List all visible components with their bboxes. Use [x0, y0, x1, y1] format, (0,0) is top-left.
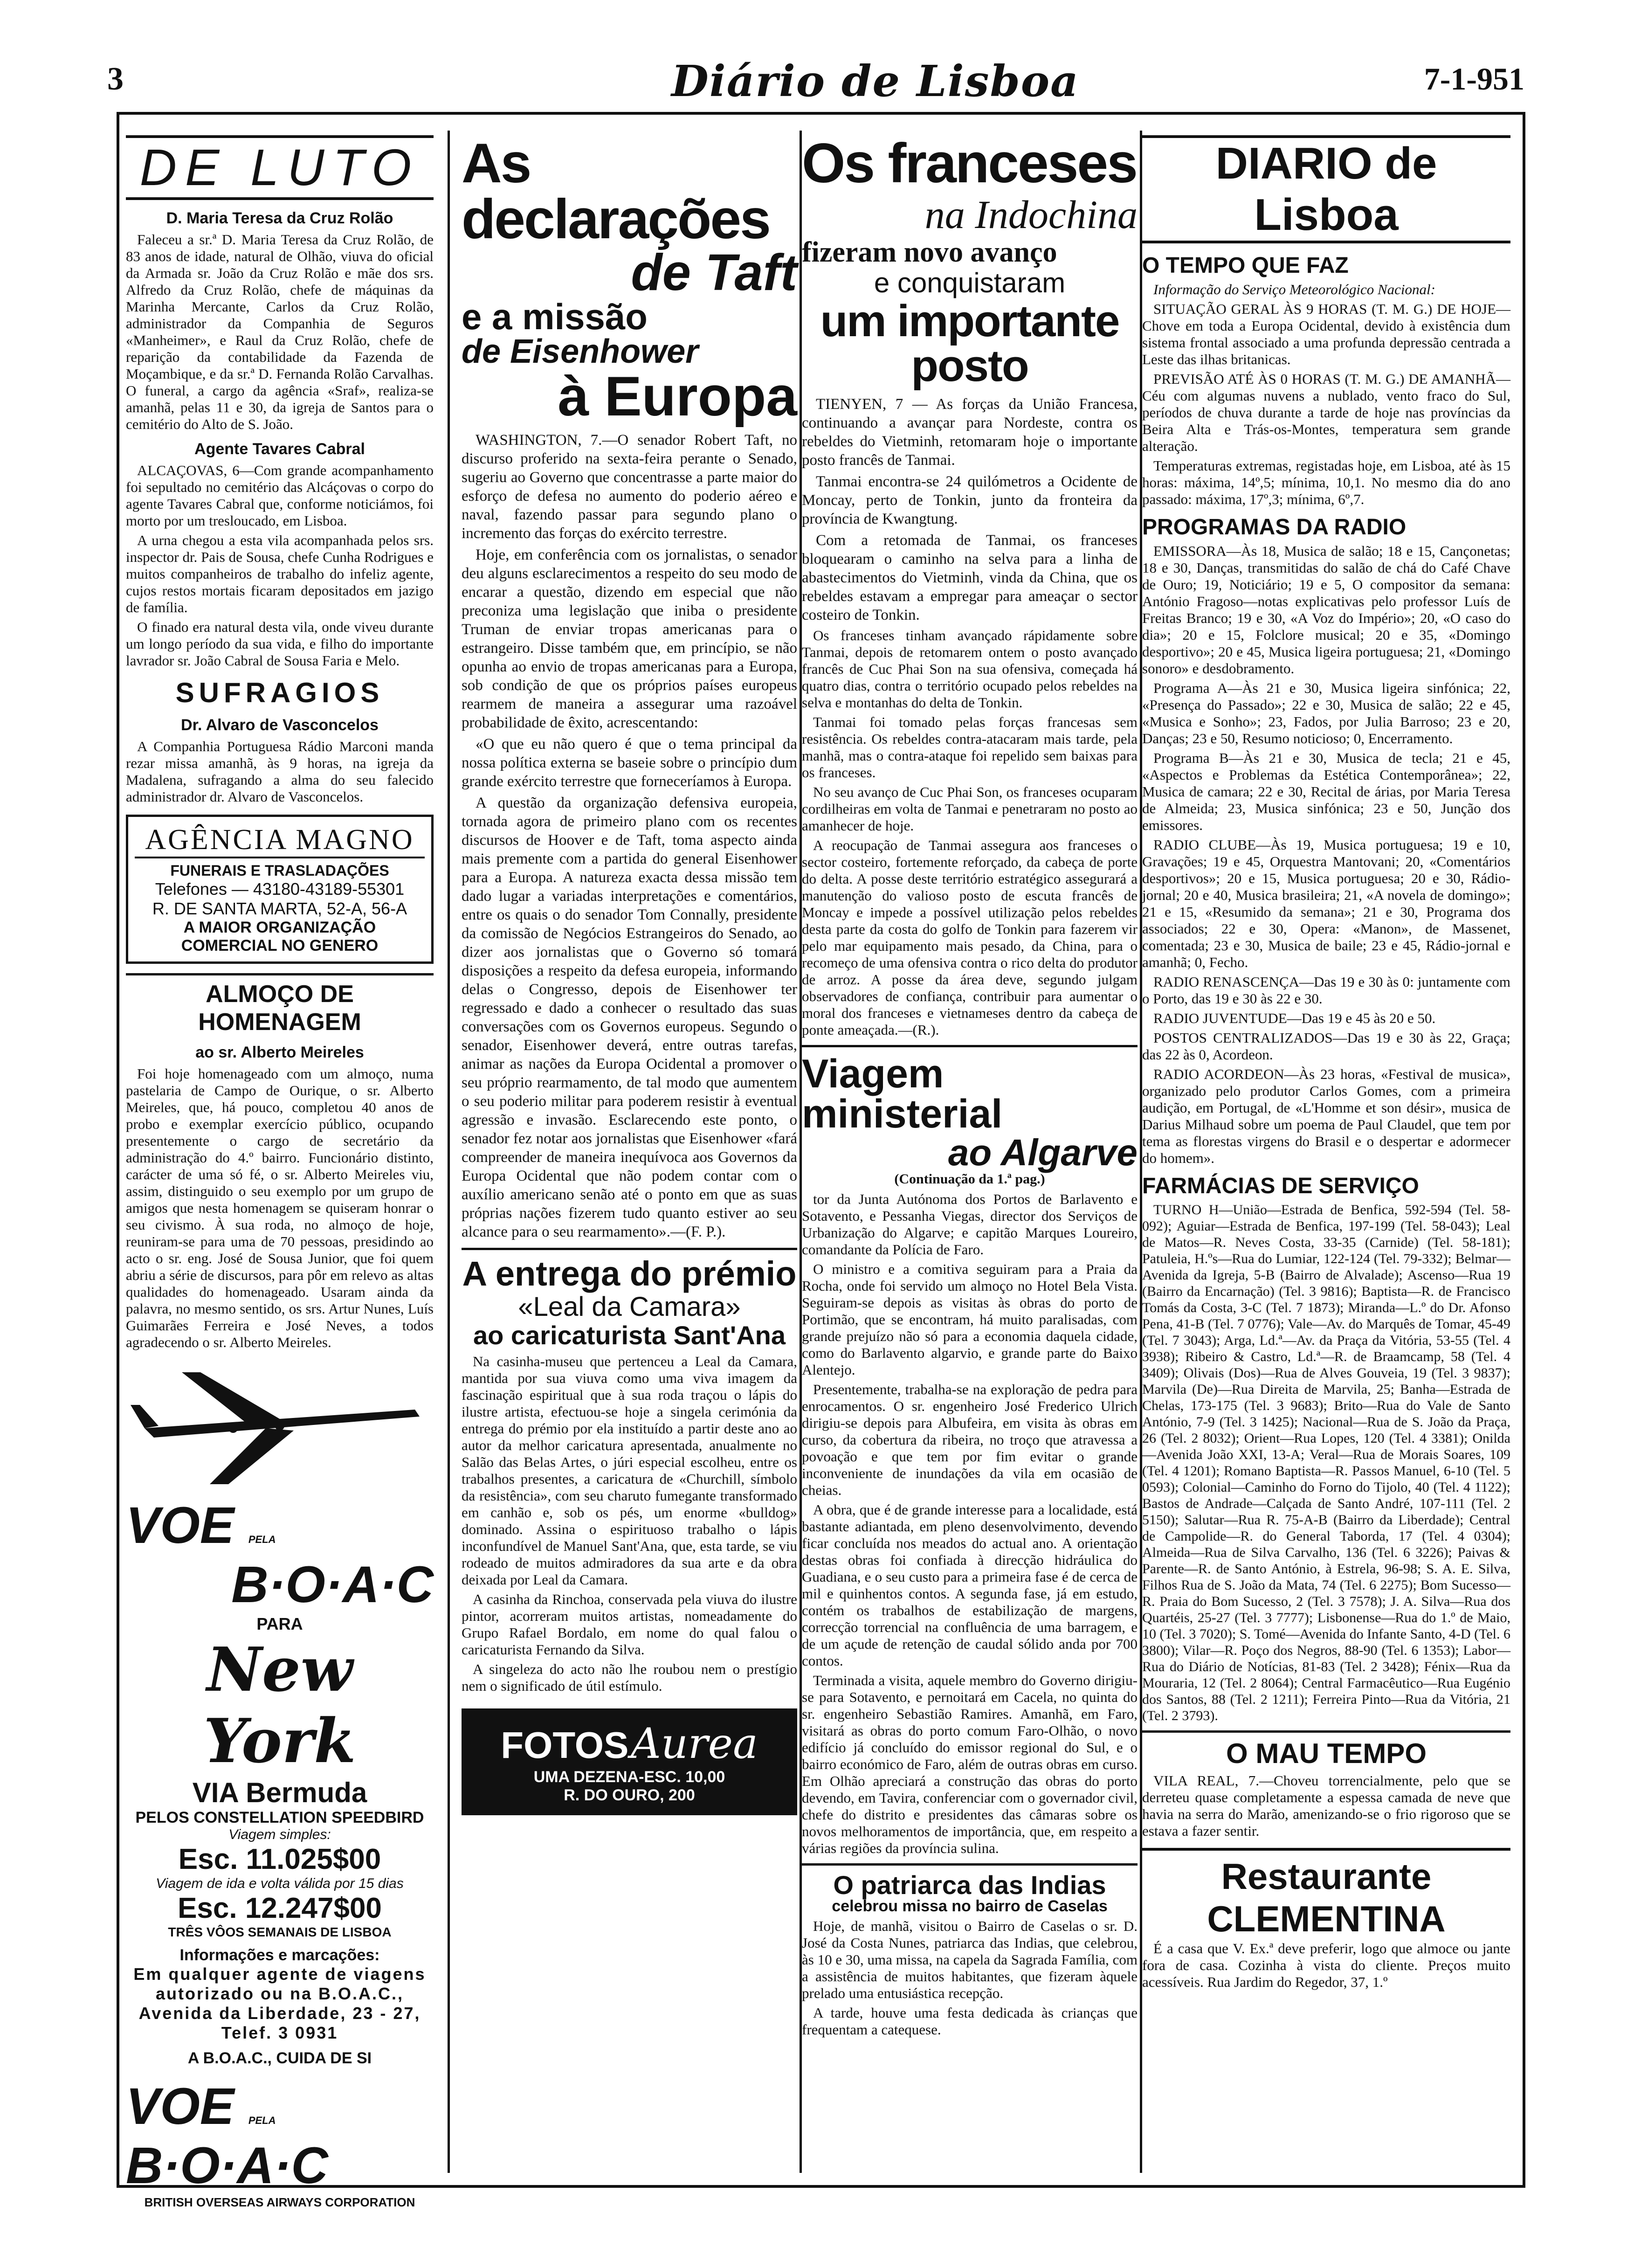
ad-line: FUNERAIS E TRASLADAÇÕES: [170, 862, 389, 879]
viagem-paragraph: O ministro e a comitiva seguiram para a Praia da Rocha, onde foi servido um almoço no Hotel Bela Vista. Seguiram-se depois as visitas às obras do porto de Portimão, que se encontram, há muito paralisadas, com grande prejuízo não só para a economia daquela cidade, como do Barlavento algarvio, e grande parte do Baixo Alentejo.: [802, 1261, 1138, 1378]
boac-pela: PELA: [248, 2115, 276, 2126]
indochina-paragraph: A reocupação de Tanmai assegura aos franceses o sector costeiro, fortemente reforçado, da cabeça de porte do delta. A posse deste território estratégico assegurará a manutenção do valioso posto de escuta francês de Moncay e impede a possível utilização pelos rebeldes desta parte da costa do golfo de Tonkin para fazerem vir pelo mar equipamento mais pesado, da China, para o recomeço de uma ofensiva contra o rico delta do produtor de arroz. A posse da área deve, segundo julgam observadores de confiança, contribuir para aumentar o moral dos franceses e vietnameses dentro da cabeça de ponte ameaçada.—(R.).: [802, 837, 1138, 1038]
boac-pela: PELA: [248, 1534, 276, 1545]
viagem-paragraph: A obra, que é de grande interesse para a localidade, está bastante adiantada, em pleno desenvolvimento, devendo ficar concluída nos meados do actual ano. A orientação destas obras foi confiada à direcção hidráulica do Guadiana, e o seu custo para a primeira fase é de cerca de mil e quinhentos contos. A segunda fase, já em estudo, contém os trabalhos de estabilização de margens, correcção torrencial na confluência de uma barragem, e de um açude de retenção de caudal sólido anda por 700 contos.: [802, 1501, 1138, 1669]
taft-headline: e a missão: [462, 296, 648, 337]
viagem-paragraph: tor da Junta Autónoma dos Portos de Barlavento e Sotavento, e Pessanha Viegas, director dos Serviços de Urbanização do Algarve; e capitão Marques Loureiro, comandante da Polícia de Faro.: [802, 1191, 1138, 1258]
premio-paragraph: A singeleza do acto não lhe roubou nem o prestígio nem o significado de útil estímulo.: [462, 1661, 797, 1694]
weather-paragraph: SITUAÇÃO GERAL ÀS 9 HORAS (T. M. G.) DE HOJE—Chove em toda a Europa Ocidental, devido à existência dum sistema frontal associado a uma profunda depressão centrada a Leste das ilhas britanicas.: [1142, 301, 1510, 367]
indochina-headline: Os franceses: [802, 132, 1137, 194]
premio-headline: A entrega do prémio: [462, 1254, 797, 1293]
column-obituaries-ads: [126, 117, 434, 2209]
fotos-aurea-ad: [462, 1708, 797, 1815]
ad-title: AGÊNCIA MAGNO: [135, 823, 425, 858]
ad-phone: Telefones — 43180-43189-55301: [155, 879, 405, 899]
page-number: 3: [107, 61, 124, 97]
airplane-icon: [126, 1354, 434, 1494]
boac-corporation: BRITISH OVERSEAS AIRWAYS CORPORATION: [144, 2195, 415, 2209]
radio-heading: PROGRAMAS DA RADIO: [1142, 515, 1407, 539]
agencia-magno-ad: [126, 815, 434, 964]
radio-paragraph: Programa A—Às 21 e 30, Musica ligeira sinfónica; 22, «Presença do Passado»; 22 e 30, Musica de salão; 22 e 45, «Musica e Sonho»; 23, Fados, por Julia Barroso; 23 e 20, Danças; 23 e 50, Resumo noticioso; 0, Encerramento.: [1142, 680, 1510, 747]
column-rule: [448, 131, 450, 2173]
radio-paragraph: POSTOS CENTRALIZADOS—Das 19 e 30 às 22, Graça; das 22 às 0, Acordeon.: [1142, 1030, 1510, 1063]
pharmacy-paragraph: TURNO H—União—Estrada de Benfica, 592-594 (Tel. 58-092); Aguiar—Estrada de Benfica, 197-199 (Tel. 58-043); Leal de Matos—R. Neves Costa, 33-35 (Carnide) (Tel. 58-181); Patuleia, H.ºs—Rua do Lumiar, 122-124 (Tel. 79-332); Belmar—Avenida da Igreja, 5-B (Bairro de Alvalade); Ascenso—Rua 19 (Bairro da Encarnação) (Tel. 3 9816); Baptista—R. de Francisco Tomás da Costa, 3-C (Tel. 7 1873); Miranda—L.º do Dr. Afonso Pena, 41-B (Tel. 7 0776); Vale—Av. do Marquês de Tomar, 45-49 (Tel. 7 3043); Arga, Ld.ª—Av. da Praça da Vitória, 53-55 (Tel. 4 3938); Ribeiro & Castro, Ld.ª—R. de Braamcamp, 58 (Tel. 4 3409); Olivais (Dos)—Rua de Alves Gouveia, 19 (Tel. 3 9837); Marvila (De)—Rua Direita de Marvila, 25; Banha—Estrada de Chelas, 173-175 (Tel. 3 9683); Brito—Rua do Vale de Santo António, 7-9 (Tel. 3 1425); Nacional—Rua de S. João da Praça, 26 (Tel. 2 8032); Orient—Rua Lopes, 120 (Tel. 4 3381); Onilda—Avenida João XXI, 13-A; Veral—Rua de Morais Soares, 109 (Tel. 4 1201); Romano Baptista—R. Passos Manuel, 6-10 (Tel. 5 0593); Colonial—Caminho do Forno do Tijolo, 40 (Tel. 4 1122); Bastos de Andrade—Calçada de Santo André, 107-111 (Tel. 2 5150); Salutar—Rua R. 75-A-B (Bairro da Liberdade); Central de Campolide—R. do General Taborda, 17 (Tel. 4 0304); Almeida—Rua de Silva Carvalho, 136 (Tel. 6 3226); Paivas & Parente—R. de Santo António, à Estrela, 96-98; S. A. E. Silva, Filhos Rua de S. João da Mata, 74 (Tel. 6 2275); Bom Sucesso—R. Praia do Bom Sucesso, 2 (Tel. 3 7578); J. A. Silva—Rua dos Quartéis, 25-27 (Tel. 3 7777); Lisbonense—Rua do 1.º de Maio, 10 (Tel. 3 7020); S. Tomé—Avenida do Infante Santo, 4-D (Tel. 6 3800); Vilar—R. Poço dos Negros, 88-90 (Tel. 6 1353); Labor—Rua do Diário de Notícias, 81-83 (Tel. 2 3428); Fénix—Rua da Mouraria, 12 (Tel. 2 8064); Central Farmacêutico—Rua Eugénio dos Santos, 88 (Tel. 2 1211); Ferreira Pinto—Rua da Vitória, 21 (Tel. 2 3793).: [1142, 1202, 1510, 1723]
indochina-paragraph: Tanmai encontra-se 24 quilómetros a Ocidente de Moncay, perto de Tonkin, junto da fronteira da província de Kwangtung.: [802, 473, 1138, 527]
section-rule: [462, 1248, 797, 1250]
obituary-name: Agente Tavares Cabral: [194, 440, 365, 458]
viagem-continuation: (Continuação da 1.ª pag.): [894, 1171, 1045, 1187]
indochina-paragraph: TIENYEN, 7 — As forças da União Francesa, continuando a avançar para Nordeste, contra os rebeldes do Vietminh, retomaram hoje o importante posto francês de Tanmai.: [802, 396, 1138, 469]
ad-line: COMERCIAL NO GENERO: [181, 937, 379, 954]
patriarca-headline: O patriarca das Indias: [833, 1870, 1106, 1900]
boac-voe: VOE: [126, 1497, 234, 1554]
fotos-word: FOTOS: [501, 1724, 629, 1766]
boac-slogan: A B.O.A.C., CUIDA DE SI: [187, 2049, 372, 2067]
boac-fare-label: Viagem simples:: [228, 1827, 331, 1842]
boac-para: PARA: [256, 1614, 303, 1633]
radio-paragraph: RADIO RENASCENÇA—Das 19 e 30 às 0: juntamente com o Porto, das 19 e 30 às 22 e 30.: [1142, 974, 1510, 1007]
restaurant-ad-title: Restaurante CLEMENTINA: [1142, 1848, 1510, 1940]
taft-paragraph: A questão da organização defensiva europeia, tornada agora de primeiro plano com os recentes discursos de Hoover e de Taft, toma aspecto ainda mais premente com a partida do general Eisenhower para a Europa. A natureza exacta dessa missão tem dado lugar a variadas interpretações e comentários, entre os quais o do senador Tom Connally, presidente da comissão de Negócios Estrangeiros do Senado, ao dizer aos jornalistas que o Governo só tomará disposições a respeito da defesa europeia, informando delas o Congresso, depois de Eisenhower ter regressado e dado a conhecer o resultado das suas conversações com os Governos europeus. Segundo o senador, Eisenhower deverá, entre outras tarefas, animar as nações da Europa Ocidental a promover o seu próprio rearmamento, de tal modo que aumentem o seu poderio militar para poderem resistir à eventual agressão e invasão. Esclarecendo este ponto, o senador fez notar aos jornalistas que Eisenhower «fará compreender de maneira inequívoca aos Governos da Europa Ocidental que não podem contar com o auxílio americano senão até o ponto em que as suas próprias nações fizerem tudo quanto estiver ao seu alcance para o seu rearmamento».—(F. P.).: [462, 795, 797, 1240]
boac-fare-label: Viagem de ida e volta válida por 15 dias: [156, 1876, 404, 1891]
viagem-headline: ao Algarve: [948, 1132, 1138, 1173]
boac-destination: New York: [203, 1634, 356, 1777]
pharmacy-heading: FARMÁCIAS DE SERVIÇO: [1142, 1174, 1419, 1198]
premio-headline: ao caricaturista Sant'Ana: [473, 1321, 786, 1350]
indochina-paragraph: Com a retomada de Tanmai, os franceses bloquearam o caminho na selva para a linha de abastecimentos do Vietminh, vinda da China, que os rebeldes estavam a empregar para ameaçar o sector costeiro de Tonkin.: [802, 532, 1138, 623]
patriarca-subheadline: celebrou missa no bairro de Caselas: [832, 1897, 1108, 1915]
boac-aircraft: PELOS CONSTELLATION SPEEDBIRD: [135, 1809, 424, 1826]
radio-paragraph: RADIO JUVENTUDE—Das 19 e 45 às 20 e 50.: [1153, 1010, 1436, 1026]
indochina-headline: na Indochina: [924, 192, 1138, 237]
column-taft: [462, 117, 797, 2179]
obituary-text: A Companhia Portuguesa Rádio Marconi manda rezar missa amanhã, às 9 horas, na igreja da Madalena, sufragando a alma do seu falecido administrador dr. Alvaro de Vasconcelos.: [126, 738, 434, 805]
taft-paragraph: WASHINGTON, 7.—O senador Robert Taft, no discurso proferido na sexta-feira perante o Senado, sugeriu ao Governo que concentrasse a parte maior do esforço de defesa no aumento do poderio aéreo e naval, fazendo passar para segundo plano o incremento das forças do exército terrestre.: [462, 432, 797, 542]
ad-line: A MAIOR ORGANIZAÇÃO: [183, 919, 376, 936]
radio-paragraph: RADIO CLUBE—Às 19, Musica portuguesa; 19 e 10, Gravações; 19 e 45, Orquestra Mantovani; 20, «Comentários desportivos»; 20 e 15, Musica portuguesa; 20 e 30, Rádio-jornal; 20 e 40, Musica brasileira; 21, «A novela de domingo»; 21 e 15, «Resumido da semana»; 21 e 30, Programa dos associados; 22 e 30, Opera: «Manon», de Massenet, comentada; 23 e 30, Musica de baile; 23 e 45, Rádio-jornal e amanhã; 0, Fecho.: [1142, 837, 1510, 970]
indochina-paragraph: Tanmai foi tomado pelas forças francesas sem resistência. Os rebeldes contra-atacaram mais tarde, pela manhã, mas o contra-ataque foi repelido sem baixas para os franceses.: [802, 714, 1138, 781]
section-rule: [802, 1863, 1138, 1866]
obituary-text: A urna chegou a esta vila acompanhada pelos srs. inspector dr. Pais de Sousa, chefe Cunha Rodrigues e muitos companheiros de trabalho do infeliz agente, cujos restos mortais ficaram depositados em jazigo de família.: [126, 532, 434, 615]
taft-paragraph: Hoje, em conferência com os jornalistas, o senador deu alguns esclarecimentos a respeito do seu modo de encarar a questão, dizendo em especial que não preconiza uma legislação que iniba o presidente Truman de enviar tropas americanas para o estrangeiro. Disse também que, em princípio, se não opunha ao envio de tropas americanas para a Europa, sob condição de que os próprios países europeus rearmem de maneira a assegurar uma razoável probabilidade de êxito, acrescentando:: [462, 546, 797, 731]
taft-headline: As declarações: [462, 132, 770, 250]
fotos-brand: Aurea: [630, 1719, 758, 1768]
obituary-name: Dr. Alvaro de Vasconcelos: [181, 716, 379, 734]
weather-source: Informação do Serviço Meteorológico Nacional:: [1153, 281, 1435, 297]
bad-weather-paragraph: VILA REAL, 7.—Choveu torrencialmente, pelo que se derreteu quase completamente a espessa camada de neve que havia na serra do Marão, amenizando-se o frio rigoroso que se estava a fazer sentir.: [1142, 1772, 1510, 1839]
indochina-paragraph: Os franceses tinham avançado rápidamente sobre Tanmai, depois de retomarem ontem o posto avançado francês de Cuc Phai Son na sua ofensiva, começada há quatro dias, contra o território ocupado pelos rebeldes na selva e montanhas do delta de Tonkin.: [802, 627, 1138, 711]
boac-info-heading: Informações e marcações:: [179, 1946, 380, 1964]
radio-paragraph: EMISSORA—Às 18, Musica de salão; 18 e 15, Cançonetas; 18 e 30, Danças, transmitidas do salão de chá do Café Chave de Ouro; 19, Noticiário; 19 e 5, O compositor da semana: António Fragoso—notas explicativas pelo professor Luís de Freitas Branco; 19 e 30, «A Voz do Império»; 20, «O caso do dia»; 20 e 15, Folclore musical; 20 e 35, «Domingo desportivo»; 20 e 45, Musica ligeira portuguesa; 21, «Domingo sonoro» e desdobramento.: [1142, 543, 1510, 677]
boac-brand: B·O·A·C: [231, 1556, 434, 1613]
boac-voe: VOE: [126, 2078, 234, 2135]
viagem-headline: Viagem ministerial: [802, 1051, 1003, 1136]
column-services: [1142, 117, 1510, 2179]
column-indochina: [802, 117, 1138, 2179]
fotos-address: R. DO OURO, 200: [564, 1786, 695, 1804]
obituary-text: Faleceu a sr.ª D. Maria Teresa da Cruz Rolão, de 83 anos de idade, natural de Olhão, viuva do oficial da Armada sr. João da Cruz Rolão e mãe dos srs. Alfredo da Cruz Rolão, chefe de máquinas da Marinha Mercante, Carlos da Cruz Rolão, administrador da Companhia de Seguros «Manheimer», e Raul da Cruz Rolão, chefe de reparição da contabilidade da Fazenda de Moçambique, e da sr.ª D. Fernanda Rolão Carvalhas. O funeral, a cargo da agência «Sraf», realiza-se amanhã, pelas 11 e 30, da igreja de Santos para o cemitério do Alto de S. João.: [126, 231, 434, 432]
viagem-paragraph: Terminada a visita, aquele membro do Governo dirigiu-se para Sotavento, e pernoitará em Cacela, no quinta do sr. engenheiro Sebastião Ramires. Amanhã, em Faro, visitará as obras do porto comum Faro-Olhão, o novo edifício já concluído do emissor regional do Sul, e o bairro económico de Faro, além de outras obras em curso. Em Olhão apreciará a construção das obras do porto devendo, em Tavira, conferenciar com o governador civil, chefe do distrito e presidentes das câmaras sobre os novos melhoramentos de importância, que, em respeito a várias regiões da província sulina.: [802, 1672, 1138, 1856]
sufragios-heading: SUFRAGIOS: [175, 677, 384, 708]
weather-heading: O TEMPO QUE FAZ: [1142, 253, 1349, 278]
patriarca-paragraph: Hoje, de manhã, visitou o Bairro de Caselas o sr. D. José da Costa Nunes, patriarca das Indias, que celebrou, às 10 e 30, uma missa, na capela da Sagrada Família, com a assistência de muitos habitantes, que fizeram àquele prelado uma entusiástica recepção.: [802, 1918, 1138, 2001]
viagem-paragraph: Presentemente, trabalha-se na exploração de pedra para enrocamentos. O sr. engenheiro José Frederico Ulrich dirigiu-se depois para Albufeira, em visita às obras em curso, da cobertura da ribeira, no troço que atravessa a povoação e que tem por fim evitar o grande inconveniente de inundações da vila em ocasião de cheias.: [802, 1381, 1138, 1498]
weather-paragraph: PREVISÃO ATÉ ÀS 0 HORAS (T. M. G.) DE AMANHÃ—Céu com algumas nuvens a nublado, vento fraco do Sul, períodos de chuva durante a tarde de hoje nas províncias da Beira Alta e Trás-os-Montes, temperatura sem grande alteração.: [1142, 371, 1510, 454]
indochina-paragraph: No seu avanço de Cuc Phai Son, os franceses ocuparam cordilheiras em volta de Tanmai e penetraram no posto ao amanhecer de hoje.: [802, 784, 1138, 834]
almoco-heading: ALMOÇO DE HOMENAGEM: [126, 973, 434, 1036]
boac-ad: [126, 1354, 434, 2210]
obituary-text: O finado era natural desta vila, onde viveu durante um longo período da sua vida, e filho do importante lavrador sr. João Cabral de Sousa Faria e Melo.: [126, 619, 434, 669]
boac-brand: B·O·A·C: [126, 2137, 328, 2194]
premio-paragraph: A casinha da Rinchoa, conservada pela viuva do ilustre pintor, acorreram muitos artistas, nomeadamente do Grupo Rafael Bordalo, em nome do qual falou o caricaturista Fernando da Silva.: [462, 1591, 797, 1658]
premio-paragraph: Na casinha-museu que pertenceu a Leal da Camara, mantida por sua viuva como uma viva imagem da fascinação espiritual que à sua roda traçou o lápis do ilustre artista, efectuou-se hoje a singela cerimónia da entrega do prémio por ela instituído a partir deste ano ao autor da melhor caricatura apresentada, anualmente no Salão das Belas Artes, o júri especial escolheu, entre os trabalhos presentes, a caricatura de «Churchill, símbolo da resistência», com seu charuto fumegante transformado em canhão e, sob os pés, um enorme «bulldog» dominado. Assina o espirituoso trabalho o lápis inconfundível de Manuel Sant'Ana, que, esta tarde, se viu rodeado de muitos admiradores da sua arte e da obra deixada por Leal da Camara.: [462, 1353, 797, 1588]
restaurant-ad-text: É a casa que V. Ex.ª deve preferir, logo que almoce ou jante fora de casa. Cozinha à vista do cliente. Preços muito acessíveis. Rua Jardim do Regedor, 37, 1.º: [1142, 1940, 1510, 1990]
obituaries-heading: DE LUTO: [126, 135, 434, 200]
masthead: [0, 56, 1641, 107]
boac-info-text: Em qualquer agente de viagens autorizado ou na B.O.A.C., Avenida da Liberdade, 23 - 27, Telef. 3 0931: [133, 1964, 426, 2042]
taft-headline: de Taft: [631, 244, 797, 301]
indochina-headline: um importante posto: [820, 296, 1119, 391]
patriarca-paragraph: A tarde, houve uma festa dedicada às crianças que frequentam a catequese.: [802, 2005, 1138, 2038]
radio-paragraph: RADIO ACORDEON—Às 23 horas, «Festival de musica», organizado pelo produtor Carlos Gomes, com a primeira audição, em Portugal, de «L'Homme et son désir», musica de Darius Milhaud sobre um poema de Paul Claudel, que tem por tema as florestas virgens do Brasil e o despertar e adormecer do homem».: [1142, 1066, 1510, 1166]
boac-via: VIA Bermuda: [192, 1777, 367, 1808]
obituary-text: ALCAÇOVAS, 6—Com grande acompanhamento foi sepultado no cemitério das Alcáçovas o corpo do agente Tavares Cabral que, conforme noticiámos, foi morto por um tresloucado, em Lisboa.: [126, 462, 434, 529]
paper-name: Diário de Lisboa: [671, 56, 1079, 106]
indochina-headline: e conquistaram: [874, 267, 1066, 298]
taft-paragraph: «O que eu não quero é que o tema principal da nossa política externa se baseie sobre o princípio dum grande exército terrestre que forneceríamos à Europa.: [462, 736, 797, 790]
obituary-name: D. Maria Teresa da Cruz Rolão: [166, 209, 393, 227]
issue-date: 7-1-951: [1424, 61, 1524, 97]
weather-paragraph: Temperaturas extremas, registadas hoje, em Lisboa, até às 15 horas: máxima, 14º,5; mínima, 10,1. No mesmo dia do ano passado: máxima, 17º,3; mínima, 6º,7.: [1142, 457, 1510, 507]
almoco-text: Foi hoje homenageado com um almoço, numa pastelaria de Campo de Ourique, o sr. Alberto Meireles, que, há pouco, completou 40 anos de probo e exemplar exercício público, ocupando presentemente o cargo de secretário da administração do 4.º bairro. Funcionário distinto, carácter de uma só fé, o sr. Alberto Meireles viu, assim, distinguido o seu exemplo por um grupo de amigos que nesta homenagem se quiseram honrar o seu civismo. À sua roda, no almoço de hoje, reuniram-se para uma de 70 pessoas, presidindo ao acto o sr. eng. José de Sousa Junior, que foi quem abriu a série de discursos, para pôr em relevo as altas qualidades do homenageado. Usaram ainda da palavra, no mesmo sentido, os srs. Artur Nunes, Luís Guimarães Ferreira e José Neves, a todos agradecendo o sr. Alberto Meireles.: [126, 1065, 434, 1350]
ad-address: R. DE SANTA MARTA, 52-A, 56-A: [152, 899, 407, 918]
boac-flights: TRÊS VÔOS SEMANAIS DE LISBOA: [168, 1925, 392, 1939]
fotos-price: UMA DEZENA-ESC. 10,00: [533, 1768, 725, 1786]
taft-headline: à Europa: [558, 365, 797, 428]
boac-fare-single: Esc. 11.025$00: [178, 1843, 381, 1875]
premio-headline: «Leal da Camara»: [518, 1292, 741, 1322]
indochina-headline: fizeram novo avanço: [802, 236, 1057, 268]
section-rule: [802, 1045, 1138, 1047]
radio-paragraph: Programa B—Às 21 e 30, Musica de tecla; 21 e 45, «Aspectos e Problemas da Estética Contemporânea»; 22, Musica de camara; 22 e 30, Recital de árias, por Maria Teresa de Almeida; 23, Musica sinfónica; 23 e 50, Junção dos emissores.: [1142, 750, 1510, 833]
boac-fare-return: Esc. 12.247$00: [178, 1892, 382, 1924]
bad-weather-heading: O MAU TEMPO: [1142, 1730, 1510, 1770]
almoco-subheading: ao sr. Alberto Meireles: [195, 1044, 364, 1061]
diario-section-title: DIARIO de Lisboa: [1142, 135, 1510, 243]
taft-headline: de Eisenhower: [462, 333, 699, 370]
